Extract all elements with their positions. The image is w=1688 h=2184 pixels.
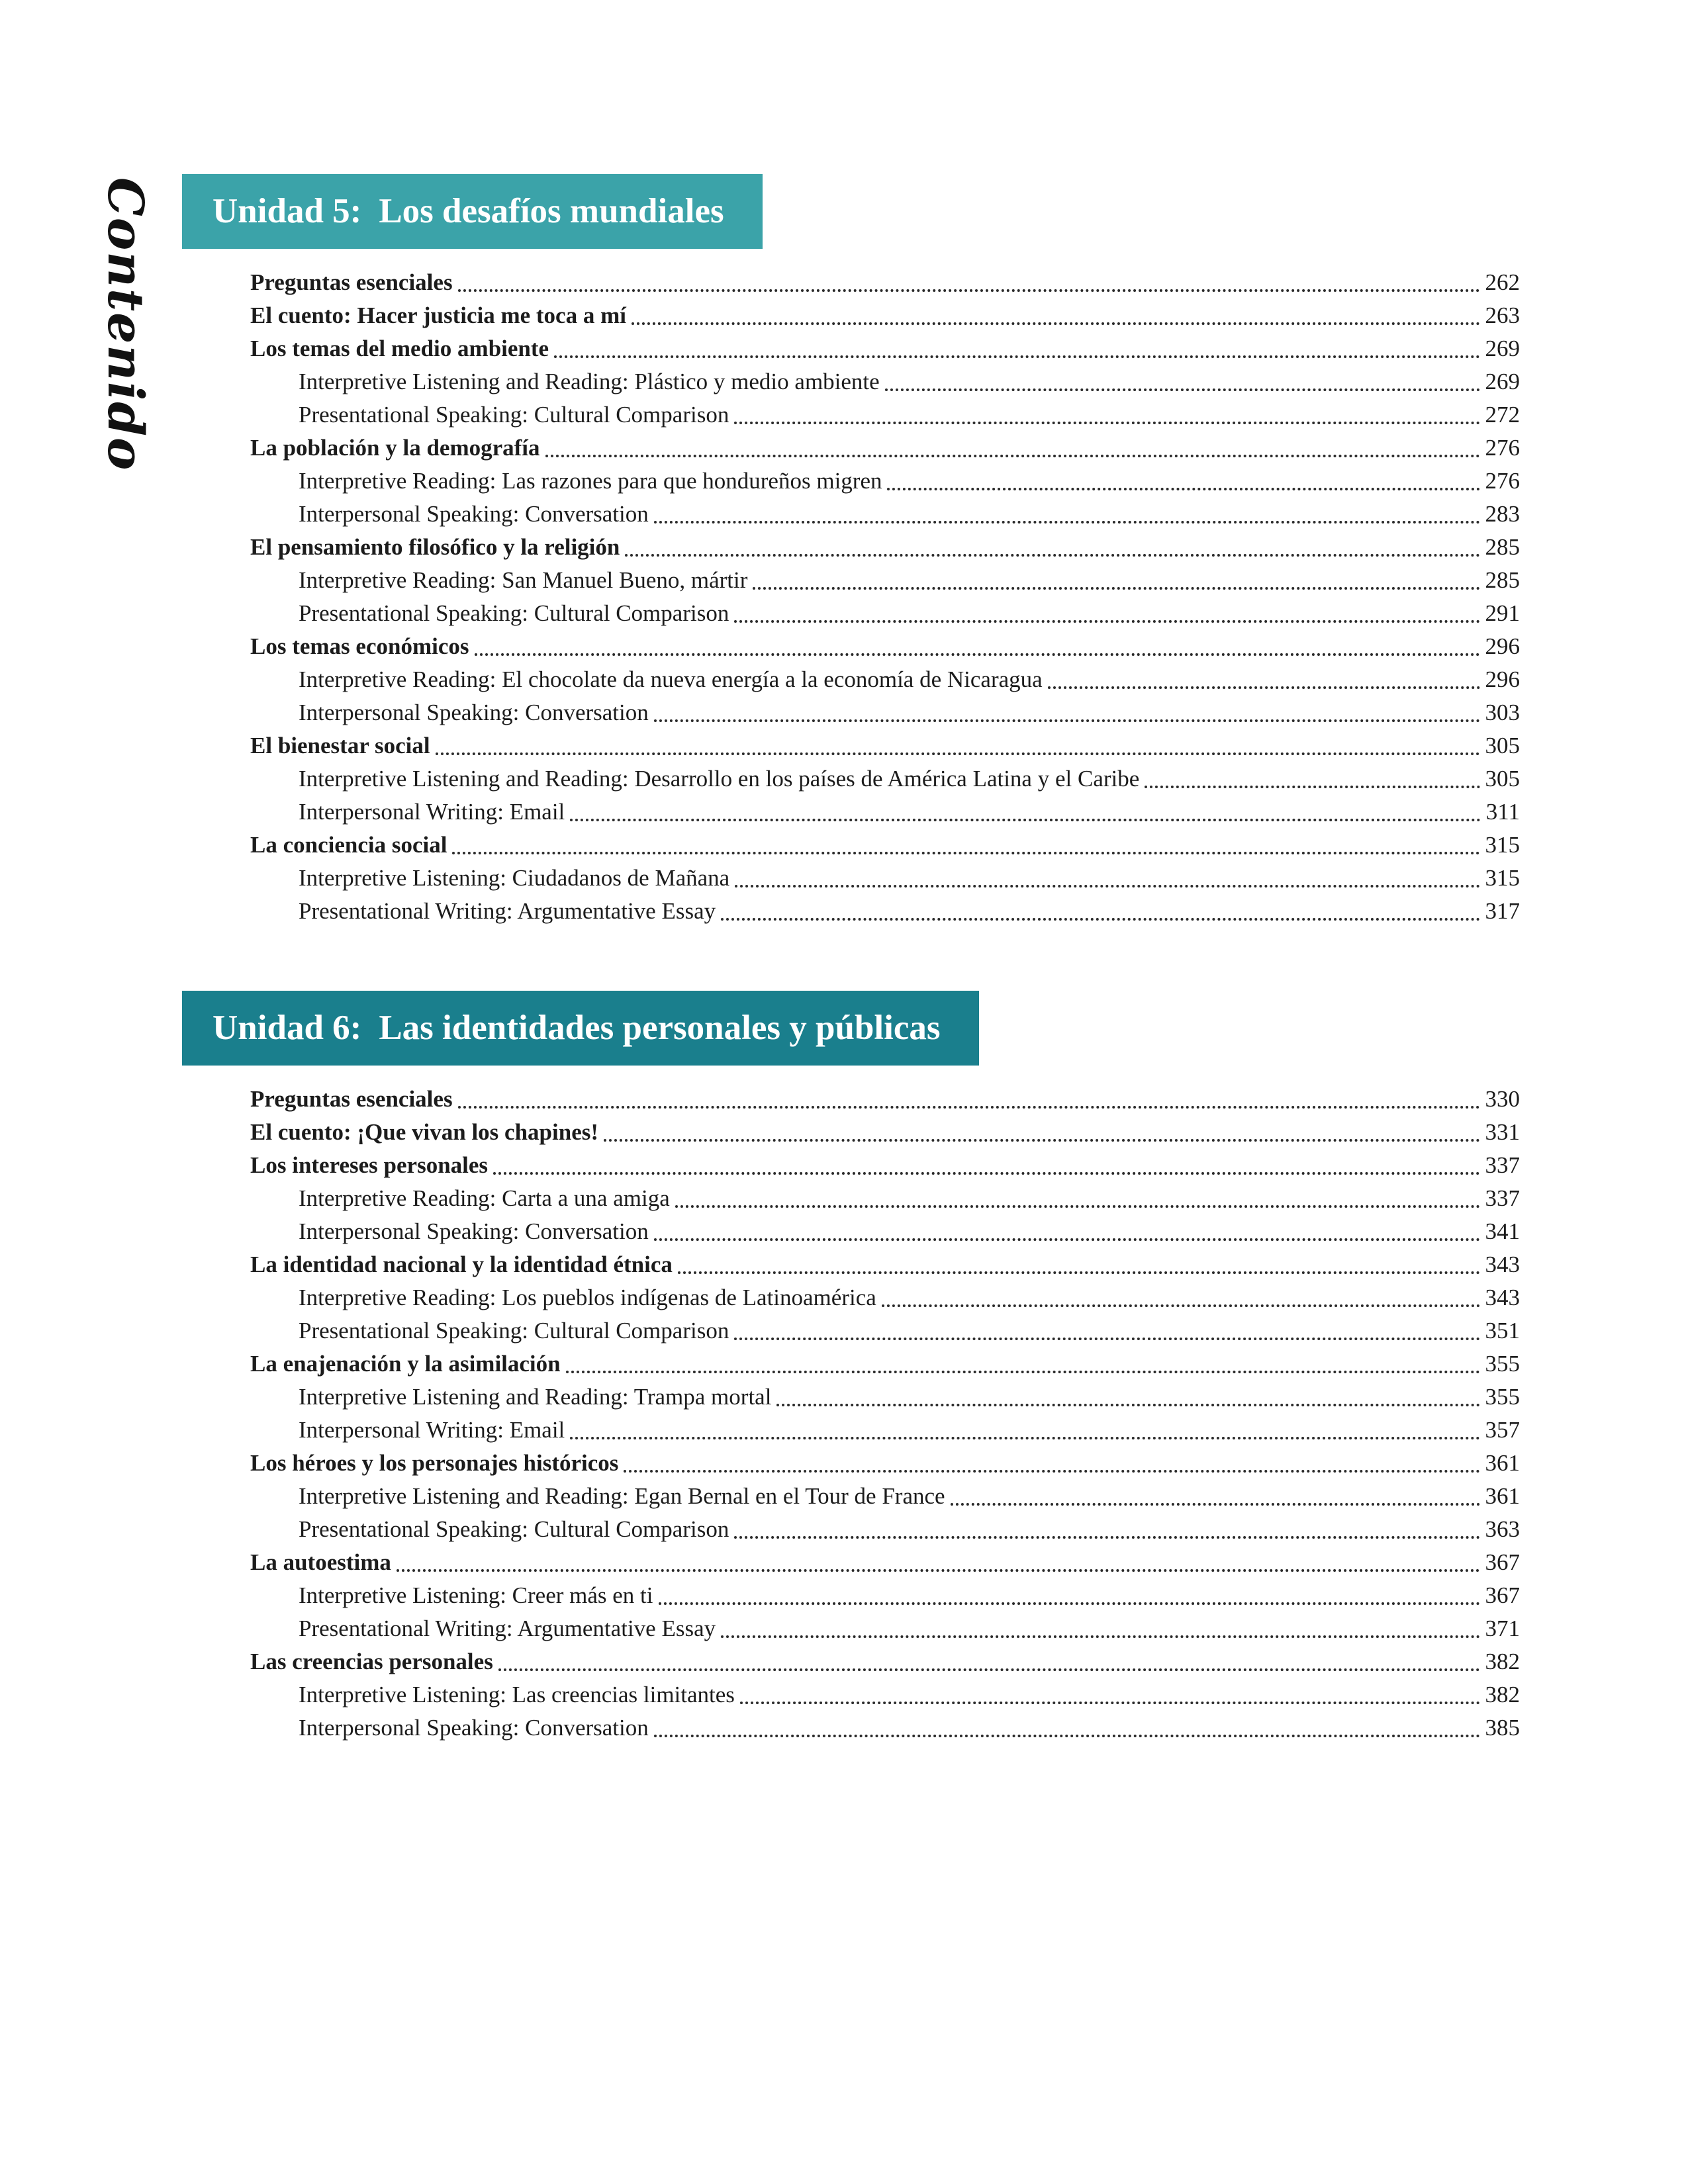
dot-leader [734, 422, 1479, 424]
dot-leader [734, 1338, 1479, 1340]
toc-entry-label: Los temas del medio ambiente [250, 336, 549, 361]
dot-leader [734, 620, 1479, 623]
toc-entry-page: 276 [1485, 468, 1520, 494]
toc-entry [182, 465, 1520, 498]
toc-entry [182, 829, 1520, 862]
dot-leader [776, 1404, 1479, 1406]
toc-entry-label: Interpretive Listening: Las creencias limitantes [299, 1682, 735, 1707]
toc-entry-label: Interpersonal Writing: Email [299, 1417, 565, 1443]
toc-entry-page: 331 [1485, 1119, 1520, 1145]
toc-entry-label: Preguntas esenciales [250, 269, 453, 295]
toc-entry-label: Interpretive Reading: San Manuel Bueno, mártir [299, 567, 748, 593]
unit-number: Unidad 5: [212, 192, 362, 230]
dot-leader [659, 1602, 1480, 1605]
toc-entry-page: 315 [1485, 865, 1520, 891]
toc-entry-label: Interpretive Reading: El chocolate da nueva energía a la economía de Nicaragua [299, 666, 1043, 692]
toc-entry-page: 371 [1485, 1615, 1520, 1641]
toc-entry [182, 696, 1520, 729]
toc-entry [182, 796, 1520, 829]
toc-entry-label: Interpretive Listening: Creer más en ti [299, 1582, 653, 1608]
unit-section [182, 991, 1520, 1745]
toc-entry-page: 262 [1485, 269, 1520, 295]
toc-entry-page: 341 [1485, 1218, 1520, 1244]
dot-leader [735, 885, 1479, 887]
dot-leader [604, 1139, 1479, 1142]
toc-entry [182, 630, 1520, 663]
toc-entry-label: La conciencia social [250, 832, 447, 858]
toc-entry-label: Presentational Speaking: Cultural Comparison [299, 402, 729, 428]
toc-content [182, 174, 1520, 1745]
dot-leader [882, 1304, 1480, 1307]
toc-entry [182, 432, 1520, 465]
dot-leader [885, 388, 1480, 391]
toc-entry-label: Interpretive Listening and Reading: Egan Bernal en el Tour de France [299, 1483, 945, 1509]
unit-entries [182, 266, 1520, 928]
toc-entry-label: Los temas económicos [250, 633, 469, 659]
unit-title: Las identidades personales y públicas [379, 1009, 941, 1047]
toc-entry-page: 361 [1485, 1483, 1520, 1509]
toc-entry-page: 296 [1485, 666, 1520, 692]
toc-entry-page: 317 [1485, 898, 1520, 924]
toc-entry-label: Preguntas esenciales [250, 1086, 453, 1112]
dot-leader [458, 289, 1480, 292]
dot-leader [498, 1668, 1480, 1671]
dot-leader [1145, 786, 1479, 788]
dot-leader [632, 322, 1480, 325]
dot-leader [436, 752, 1480, 755]
unit-section [182, 174, 1520, 928]
toc-entry-label: Las creencias personales [250, 1649, 493, 1674]
toc-entry [182, 498, 1520, 531]
toc-entry-label: El pensamiento filosófico y la religión [250, 534, 620, 560]
toc-entry-label: Presentational Speaking: Cultural Comparison [299, 1516, 729, 1542]
toc-entry-label: La identidad nacional y la identidad étnica [250, 1251, 673, 1277]
dot-leader [654, 719, 1480, 722]
toc-entry-label: Presentational Speaking: Cultural Comparison [299, 1318, 729, 1343]
toc-entry [182, 1678, 1520, 1711]
toc-entry-label: Interpretive Listening and Reading: Plástico y medio ambiente [299, 369, 880, 394]
dot-leader [951, 1503, 1480, 1506]
toc-entry [182, 1149, 1520, 1182]
dot-leader [458, 1106, 1480, 1109]
toc-entry-label: Interpretive Listening and Reading: Desarrollo en los países de América Latina y el Caribe [299, 766, 1140, 792]
toc-entry-label: Interpersonal Speaking: Conversation [299, 700, 649, 725]
dot-leader [721, 1635, 1479, 1638]
dot-leader [545, 455, 1480, 457]
toc-entry-page: 305 [1485, 766, 1520, 792]
toc-entry [182, 1612, 1520, 1645]
toc-entry-page: 272 [1485, 402, 1520, 428]
dot-leader [675, 1205, 1480, 1208]
dot-leader [654, 1238, 1480, 1241]
toc-entry [182, 1546, 1520, 1579]
dot-leader [570, 1437, 1479, 1439]
toc-entry-label: Los intereses personales [250, 1152, 489, 1178]
unit-number: Unidad 6: [212, 1009, 362, 1047]
dot-leader [654, 1735, 1480, 1737]
toc-entry [182, 1645, 1520, 1678]
toc-entry-page: 355 [1485, 1351, 1520, 1377]
toc-entry-page: 382 [1485, 1682, 1520, 1707]
toc-entry [182, 1414, 1520, 1447]
unit-title-bar [182, 174, 763, 249]
dot-leader [721, 918, 1479, 921]
dot-leader [493, 1172, 1479, 1175]
toc-entry-label: Interpersonal Speaking: Conversation [299, 501, 649, 527]
toc-entry [182, 663, 1520, 696]
dot-leader [475, 653, 1480, 656]
dot-leader [678, 1271, 1480, 1274]
toc-entry-page: 291 [1485, 600, 1520, 626]
toc-entry-page: 296 [1485, 633, 1520, 659]
toc-entry-page: 269 [1485, 369, 1520, 394]
toc-entry-page: 303 [1485, 700, 1520, 725]
toc-entry [182, 1381, 1520, 1414]
toc-entry-label: Los héroes y los personajes históricos [250, 1450, 619, 1476]
dot-leader [570, 819, 1481, 821]
toc-entry-page: 337 [1485, 1152, 1520, 1178]
dot-leader [624, 1470, 1479, 1473]
toc-entry [182, 1248, 1520, 1281]
toc-entry-label: Presentational Writing: Argumentative Essay [299, 1615, 716, 1641]
unit-title: Los desafíos mundiales [379, 192, 724, 230]
dot-leader [654, 521, 1480, 523]
toc-entry [182, 266, 1520, 299]
toc-entry-page: 382 [1485, 1649, 1520, 1674]
toc-entry-page: 276 [1485, 435, 1520, 461]
toc-entry [182, 299, 1520, 332]
toc-entry-page: 357 [1485, 1417, 1520, 1443]
toc-entry-page: 330 [1485, 1086, 1520, 1112]
toc-entry [182, 531, 1520, 564]
toc-entry-label: Interpersonal Speaking: Conversation [299, 1218, 649, 1244]
dot-leader [397, 1569, 1480, 1572]
toc-entry [182, 398, 1520, 432]
toc-entry-label: El cuento: ¡Que vivan los chapines! [250, 1119, 599, 1145]
toc-entry-page: 305 [1485, 733, 1520, 758]
toc-entry [182, 1579, 1520, 1612]
toc-entry [182, 597, 1520, 630]
toc-entry-page: 263 [1485, 302, 1520, 328]
dot-leader [625, 554, 1479, 557]
dot-leader [554, 355, 1479, 358]
toc-entry-page: 269 [1485, 336, 1520, 361]
toc-entry-label: El bienestar social [250, 733, 430, 758]
dot-leader [734, 1536, 1479, 1539]
dot-leader [1048, 686, 1480, 689]
toc-entry-page: 283 [1485, 501, 1520, 527]
toc-entry-label: Interpretive Reading: Los pueblos indígenas de Latinoamérica [299, 1285, 876, 1310]
unit-entries [182, 1083, 1520, 1745]
toc-entry [182, 895, 1520, 928]
toc-entry-page: 311 [1485, 799, 1520, 825]
toc-entry-label: La autoestima [250, 1549, 391, 1575]
unit-title-bar [182, 991, 979, 1066]
toc-entry-label: Interpretive Reading: Carta a una amiga [299, 1185, 670, 1211]
toc-entry-label: El cuento: Hacer justicia me toca a mí [250, 302, 626, 328]
dot-leader [887, 488, 1479, 490]
toc-entry-page: 367 [1485, 1549, 1520, 1575]
dot-leader [740, 1702, 1480, 1704]
toc-entry-page: 285 [1485, 534, 1520, 560]
toc-entry-page: 355 [1485, 1384, 1520, 1410]
toc-entry [182, 332, 1520, 365]
contenido-vertical-label: Contenido [97, 177, 154, 472]
toc-entry [182, 1281, 1520, 1314]
toc-entry-label: Interpretive Reading: Las razones para que hondureños migren [299, 468, 882, 494]
toc-entry [182, 365, 1520, 398]
toc-entry-page: 367 [1485, 1582, 1520, 1608]
toc-entry-page: 285 [1485, 567, 1520, 593]
toc-entry-page: 343 [1485, 1285, 1520, 1310]
toc-entry-label: Presentational Speaking: Cultural Comparison [299, 600, 729, 626]
toc-entry [182, 1314, 1520, 1347]
toc-entry-page: 315 [1485, 832, 1520, 858]
dot-leader [753, 587, 1479, 590]
dot-leader [566, 1371, 1480, 1373]
toc-entry-label: Interpretive Listening and Reading: Trampa mortal [299, 1384, 772, 1410]
toc-entry [182, 1711, 1520, 1745]
toc-entry-page: 343 [1485, 1251, 1520, 1277]
toc-entry-page: 363 [1485, 1516, 1520, 1542]
toc-entry [182, 1347, 1520, 1381]
toc-entry [182, 1182, 1520, 1215]
toc-entry-label: La población y la demografía [250, 435, 540, 461]
toc-entry [182, 1447, 1520, 1480]
toc-entry-label: Presentational Writing: Argumentative Essay [299, 898, 716, 924]
toc-entry [182, 1116, 1520, 1149]
toc-entry-label: Interpersonal Speaking: Conversation [299, 1715, 649, 1741]
toc-entry [182, 729, 1520, 762]
dot-leader [452, 852, 1479, 854]
toc-entry [182, 1215, 1520, 1248]
toc-entry-label: Interpersonal Writing: Email [299, 799, 565, 825]
toc-entry-page: 361 [1485, 1450, 1520, 1476]
toc-entry [182, 762, 1520, 796]
toc-entry [182, 862, 1520, 895]
toc-entry-page: 385 [1485, 1715, 1520, 1741]
toc-entry-page: 337 [1485, 1185, 1520, 1211]
toc-entry [182, 1513, 1520, 1546]
toc-entry-label: Interpretive Listening: Ciudadanos de Mañana [299, 865, 730, 891]
toc-entry [182, 564, 1520, 597]
toc-entry-page: 351 [1485, 1318, 1520, 1343]
toc-entry [182, 1480, 1520, 1513]
toc-entry [182, 1083, 1520, 1116]
toc-entry-label: La enajenación y la asimilación [250, 1351, 561, 1377]
